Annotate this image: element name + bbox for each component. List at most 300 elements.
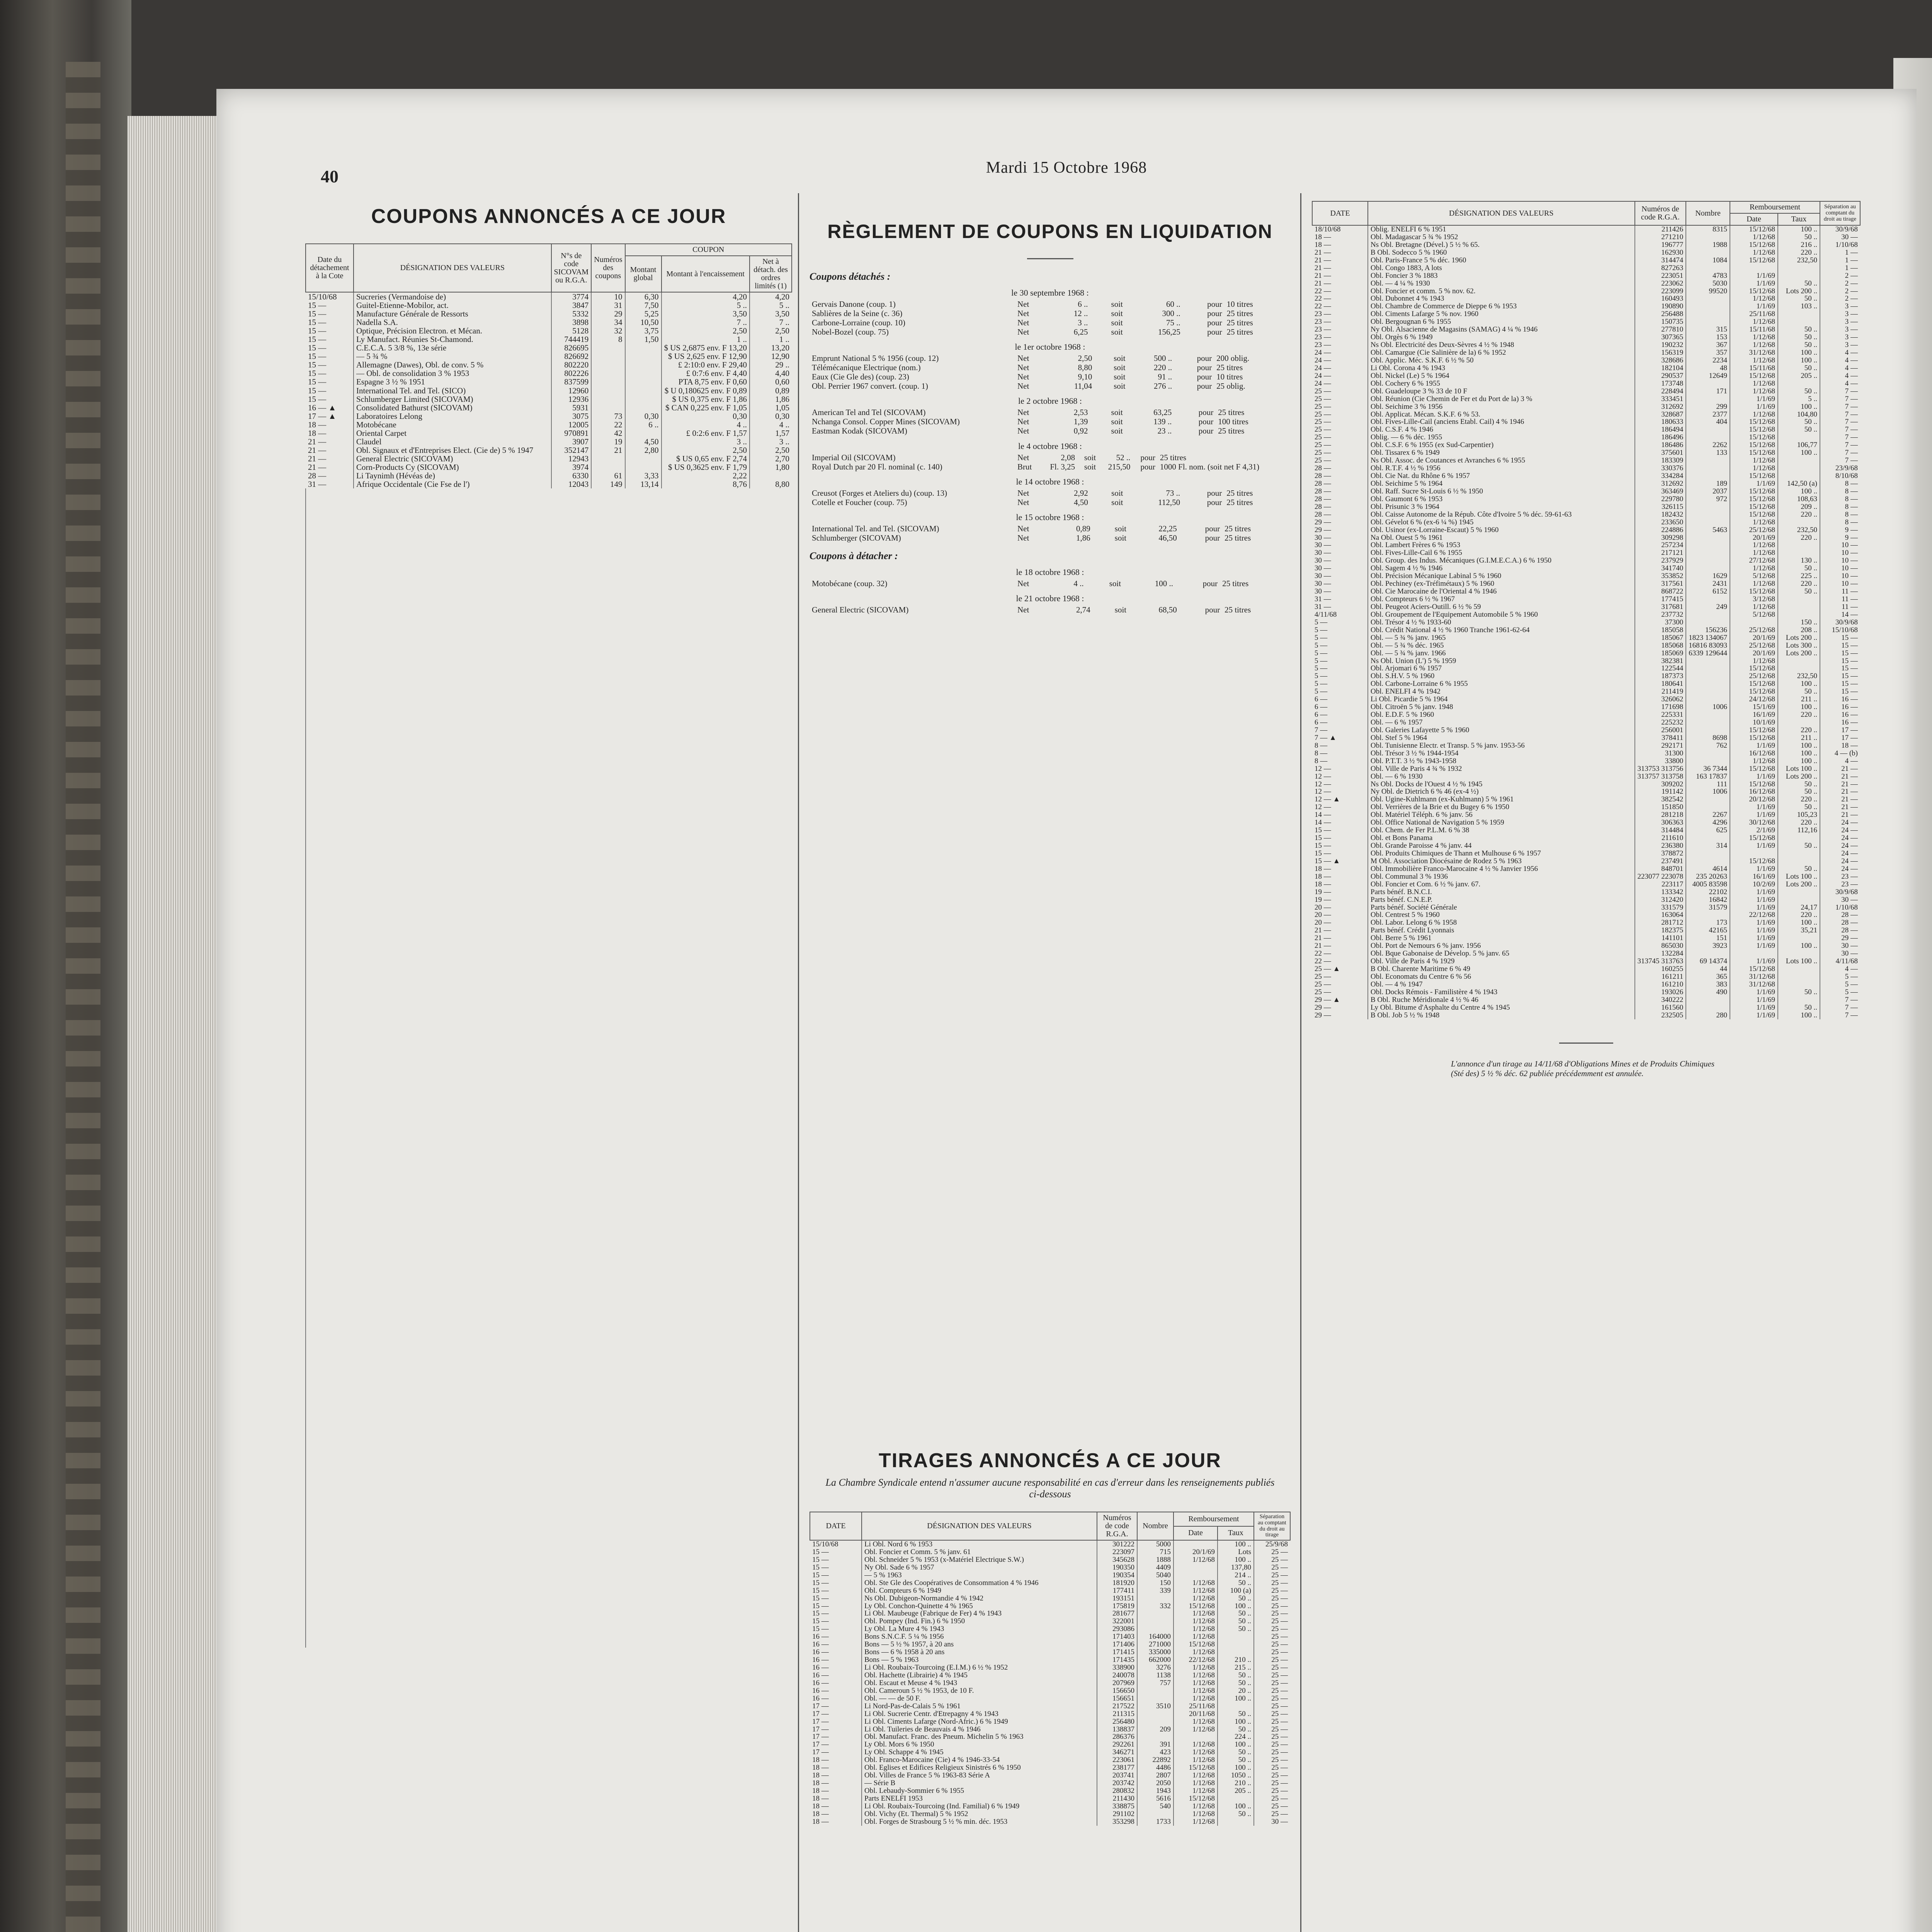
tirage-row-cell: Obl. — — de 50 F. — [862, 1695, 1097, 1702]
tirage-suite-row-cell: Obl. Bergougnan 6 % 1955 — [1368, 318, 1635, 326]
reglement-cell: 91 .. — [1158, 372, 1172, 382]
tirage-suite-row-cell: 15/12/68 — [1730, 781, 1778, 788]
tirage-row-cell — [1137, 1810, 1173, 1818]
coupon-row-cell: 8,76 — [662, 480, 750, 488]
col-net: Net à détach. des ordres limités (1) — [750, 256, 792, 292]
tirage-suite-row-cell: 4296 — [1686, 819, 1730, 827]
tirage-suite-row — [1312, 680, 1860, 688]
tirage-suite-row-cell: 7 — — [1820, 426, 1860, 434]
newspaper-page — [216, 89, 1917, 1932]
tirage-suite-row-cell: 14 — — [1315, 811, 1331, 819]
tirage-suite-row-cell: 151850 — [1635, 803, 1686, 811]
tirage-suite-row-cell: 4/11/68 — [1820, 957, 1860, 965]
tirage-row-cell — [1137, 1617, 1173, 1625]
tirage-suite-row-cell: B Obl. Ruche Méridionale 4 ½ % 46 — [1368, 996, 1635, 1004]
tirage-suite-row-cell: Obl. Foncier et comm. 5 % nov. 62. — [1368, 287, 1635, 295]
tirage-suite-row-cell: 8 — — [1820, 495, 1860, 503]
tirage-row-cell: Ly Obl. Mors 6 % 1950 — [862, 1741, 1097, 1748]
tirage-row-cell: 25 — — [1254, 1718, 1290, 1726]
tirage-row — [810, 1795, 1290, 1803]
tirage-suite-row — [1312, 781, 1860, 788]
tirage-row — [810, 1818, 1290, 1826]
tirage-suite-row-cell: 220 .. — [1778, 534, 1820, 542]
coupon-row — [306, 335, 792, 344]
reglement-cell: Net — [1017, 363, 1029, 372]
tirage-suite-row-cell: 50 .. — [1778, 803, 1820, 811]
tirage-suite-row-cell: 225232 — [1635, 719, 1686, 726]
tirage-suite-row-cell: 25 — — [1315, 988, 1331, 996]
tirage-suite-row-cell: 24 — — [1820, 842, 1860, 850]
coupon-row-cell: 4,20 — [662, 292, 750, 301]
coupon-row-cell: PTA 8,75 env. F 0,60 — [662, 378, 750, 386]
tirage-suite-row-cell — [1686, 511, 1730, 519]
tirage-suite-row-cell: 15 — — [1315, 834, 1331, 842]
tirage-suite-row-cell: 15 — — [1820, 650, 1860, 657]
tirage-suite-row-cell: 30 — — [1315, 580, 1331, 588]
tirage-suite-row-cell: 1/1/69 — [1730, 773, 1778, 781]
tirage-suite-row-cell: 16/12/68 — [1730, 788, 1778, 796]
reglement-cell: pour — [1197, 354, 1212, 363]
tirage-suite-row-cell: Obl. Citroën 5 % janv. 1948 — [1368, 703, 1635, 711]
page-edges — [128, 116, 220, 1932]
tirage-row — [810, 1587, 1290, 1595]
tirage-suite-row-cell: 31/12/68 — [1730, 349, 1778, 357]
tirage-suite-row-cell — [1778, 950, 1820, 957]
tirage-row-cell — [1218, 1702, 1254, 1710]
tirage-row-cell: 190354 — [1097, 1571, 1137, 1579]
reglement-cell: soit — [1111, 417, 1123, 427]
tirage-suite-row-cell: Obl. Bque Gabonaise de Dévelop. 5 % janv. 65 — [1368, 950, 1635, 957]
coupon-row-cell: $ US 2,625 env. F 12,90 — [662, 352, 750, 361]
tirage-suite-row-cell: Obl. — 5 ¾ % janv. 1965 — [1368, 634, 1635, 642]
coupon-row-cell: 32 — [591, 327, 625, 335]
tirage-suite-row-cell: 1/12/68 — [1730, 657, 1778, 665]
tirage-row — [810, 1741, 1290, 1748]
tirage-row-cell: 100 .. — [1218, 1602, 1254, 1610]
reglement-date: le 30 septembre 1968 : — [1011, 288, 1089, 298]
tirage-suite-row-cell: Ly Obl. Bitume d'Asphalte du Centre 4 % 1945 — [1368, 1004, 1635, 1012]
coupon-row-cell: C.E.C.A. 5 3/8 %, 13e série — [354, 344, 551, 352]
tirage-suite-row-cell: 7 — — [1820, 434, 1860, 441]
tirage-suite-row-cell: 150735 — [1635, 318, 1686, 326]
tirage-suite-row-cell: Obl. Stef 5 % 1964 — [1368, 734, 1635, 742]
tirage-suite-row — [1312, 333, 1860, 341]
tirage-row — [810, 1648, 1290, 1656]
tirage-row-cell: 25 — — [1254, 1779, 1290, 1787]
tirage-row-cell: 5616 — [1137, 1795, 1173, 1803]
tirage-row-cell: Bons — 6 % 1958 à 20 ans — [862, 1648, 1097, 1656]
tirage-suite-row-cell: 191142 — [1635, 788, 1686, 796]
tirage-suite-row-cell: 217121 — [1635, 549, 1686, 557]
coupon-row-cell: 18 — — [308, 428, 327, 438]
tirage-suite-row — [1312, 549, 1860, 557]
tirage-suite-row-cell: Obl. Applic. Méc. S.K.F. 6 ½ % 50 — [1368, 357, 1635, 364]
tirage-suite-row-cell — [1686, 303, 1730, 310]
tirage-suite-row-cell: 314 — [1686, 842, 1730, 850]
tirage-row-cell: 50 .. — [1218, 1810, 1254, 1818]
tirage-row-cell: 190350 — [1097, 1564, 1137, 1571]
tirage-suite-row-cell: Obl. Cochery 6 % 1955 — [1368, 380, 1635, 388]
tirage-row-cell: Obl. Eglises et Edifices Religieux Sinistrés 6 % 1950 — [862, 1764, 1097, 1772]
reglement-cell: pour — [1207, 497, 1222, 507]
tirage-suite-row-cell — [1686, 665, 1730, 672]
coupon-row — [306, 327, 792, 335]
tirage-row-cell: 18 — — [812, 1779, 829, 1787]
tirage-suite-row — [1312, 642, 1860, 650]
tirage-suite-row-cell: 141101 — [1635, 934, 1686, 942]
coupon-row — [306, 463, 792, 471]
tirage-suite-row — [1312, 318, 1860, 326]
tirage-row-cell: 25 — — [1254, 1695, 1290, 1702]
reglement-cell: Net — [1017, 372, 1029, 382]
tirage-row-cell: 164000 — [1137, 1633, 1173, 1641]
tirage-suite-row-cell: 25 — — [1315, 980, 1331, 988]
tirage-row-cell: 171435 — [1097, 1656, 1137, 1664]
tirage-suite-row-cell: Obl. Galeries Lafayette 5 % 1960 — [1368, 726, 1635, 734]
tirage-suite-row — [1312, 796, 1860, 803]
tirage-row-cell: 22892 — [1137, 1756, 1173, 1764]
tirage-suite-row-cell: 21 — — [1820, 803, 1860, 811]
reglement-cell: Net — [1017, 327, 1029, 337]
tirage-row — [810, 1556, 1290, 1564]
tirage-suite-row-cell: Obl. Caisse Autonome de la Répub. Côte d'Ivoire 5 % déc. 59-61-63 — [1368, 511, 1635, 519]
tirage-suite-row-cell: 25 — — [1315, 402, 1331, 411]
reglement-row — [810, 453, 1291, 462]
tirage-suite-row — [1312, 280, 1860, 287]
tirage-suite-row-cell: 1 — — [1820, 264, 1860, 272]
reglement-row — [810, 498, 1291, 507]
tirage-suite-row-cell: 100 .. — [1778, 225, 1820, 233]
reglement-cell: 2,50 — [1078, 354, 1092, 363]
tirage-suite-row-cell: 317681 — [1635, 603, 1686, 611]
tirage-suite-row-cell: 12 — — [1315, 780, 1331, 788]
coupon-row-cell: 15 — — [308, 352, 327, 361]
coupon-row-cell: 15 — — [308, 369, 327, 378]
tirage-suite-row-cell: 28 — — [1315, 495, 1331, 503]
tirage-suite-row — [1312, 626, 1860, 634]
coupon-row-cell: 29 — [591, 310, 625, 318]
coupon-row-cell: 970891 — [551, 429, 592, 437]
tirage-row-cell — [1173, 1564, 1218, 1571]
coupon-row — [306, 310, 792, 318]
tirage-suite-row-cell: 185069 — [1635, 650, 1686, 657]
tirage-suite-row — [1312, 904, 1860, 912]
tirage-suite-row-cell: 7 — — [1315, 726, 1328, 734]
coupon-row-cell: $ CAN 0,225 env. F 1,05 — [662, 403, 750, 412]
reglement-cell: 25 oblig. — [1216, 381, 1245, 391]
coupon-row-cell: 2,70 — [750, 454, 792, 463]
tirage-row-cell: 25/9/68 — [1254, 1540, 1290, 1548]
tirage-suite-row-cell: 161210 — [1635, 981, 1686, 988]
coupon-row-cell: Laboratoires Lelong — [354, 412, 551, 420]
tirage-suite-row-cell: 7 — — [1820, 449, 1860, 457]
tirage-suite-row-cell: 23 — — [1820, 881, 1860, 888]
tirage-row-cell: Obl. Lebaudy-Sommier 6 % 1955 — [862, 1787, 1097, 1795]
tirage-suite-row-cell: 30 — — [1315, 564, 1331, 573]
tirage-suite-row-cell: 15 — — [1820, 680, 1860, 688]
tirage-suite-row-cell: Obl. Port de Nemours 6 % janv. 1956 — [1368, 942, 1635, 950]
tirage-suite-row-cell: 378872 — [1635, 850, 1686, 857]
coupon-row-cell: 802226 — [551, 369, 592, 378]
reglement-cell: 11,04 — [1074, 381, 1092, 391]
tirage-suite-row-cell: Obl. — 6 % 1957 — [1368, 719, 1635, 726]
tirage-row-cell: Obl. Manufact. Franc. des Pneum. Michelin 5 % 1963 — [862, 1733, 1097, 1741]
coupon-row-cell: 12,90 — [750, 352, 792, 361]
tirage-suite-row-cell: 3 — — [1820, 318, 1860, 326]
tirage-row-cell: 1/12/68 — [1173, 1556, 1218, 1564]
tirage-suite-row-cell — [1686, 457, 1730, 464]
tirage-suite-row — [1312, 495, 1860, 503]
reglement-cell: pour — [1140, 452, 1155, 462]
tirage-suite-row-cell: 24 — — [1315, 349, 1331, 357]
tirage-suite-row-cell — [1686, 911, 1730, 919]
tirage-suite-row-cell: 50 .. — [1778, 588, 1820, 595]
suite-col-remboursement: Remboursement — [1730, 201, 1820, 213]
tirage-suite-row-cell: Obl. Paris-France 5 % déc. 1960 — [1368, 257, 1635, 264]
tirage-suite-row-cell — [1778, 472, 1820, 480]
reglement-cell: soit — [1114, 372, 1126, 382]
tirage-row-cell — [1218, 1641, 1254, 1648]
tirage-suite-row-cell: 404 — [1686, 418, 1730, 426]
tirage-suite-row-cell: Na Obl. Ouest 5 % 1961 — [1368, 534, 1635, 542]
tirage-suite-row-cell: 1/1/69 — [1730, 957, 1778, 965]
coupon-row-cell: 3907 — [551, 437, 592, 446]
tirage-suite-row-cell: 24 — — [1820, 819, 1860, 827]
tirage-suite-row-cell — [1686, 688, 1730, 696]
tirage-row-cell: 100 .. — [1218, 1803, 1254, 1810]
tirage-suite-row-cell: Obl. — 6 % 1930 — [1368, 773, 1635, 781]
tirage-suite-row-cell: 28 — — [1315, 510, 1331, 519]
tirage-suite-row-cell: 1/1/69 — [1730, 280, 1778, 287]
tirage-suite-row-cell: Obl. E.D.F. 5 % 1960 — [1368, 711, 1635, 719]
reglement-cell: soit — [1114, 524, 1127, 533]
tirage-row-cell: Parts ENELFI 1953 — [862, 1795, 1097, 1803]
tirage-suite-row-cell — [1686, 310, 1730, 318]
tirage-row-cell: 715 — [1137, 1548, 1173, 1556]
tirage-row-cell: 16 — — [812, 1694, 829, 1702]
tirage-suite-row — [1312, 665, 1860, 672]
tirage-suite-row-cell: Obl. Congo 1883, A lots — [1368, 264, 1635, 272]
reglement-cell: Motobécane (coup. 32) — [812, 578, 888, 588]
tirage-suite-row-cell: 1/1/69 — [1730, 480, 1778, 488]
reglement-cell: 8,80 — [1078, 363, 1092, 372]
tirage-suite-row-cell: 1/1/69 — [1730, 1012, 1778, 1019]
tirage-suite-row-cell — [1686, 295, 1730, 303]
reglement-cell: 25 titres — [1222, 578, 1249, 588]
reglement-cell: 200 oblig. — [1216, 354, 1250, 363]
tirage-suite-row-cell: 1/1/69 — [1730, 904, 1778, 912]
tirage-suite-row — [1312, 873, 1860, 881]
reglement-cell: 25 titres — [1226, 318, 1253, 328]
tirage-suite-row — [1312, 233, 1860, 241]
tirage-suite-row-cell — [1686, 233, 1730, 241]
tirage-suite-row — [1312, 1012, 1860, 1019]
tirage-row-cell — [1137, 1695, 1173, 1702]
coupon-row — [306, 437, 792, 446]
tirage-row-cell: 15 — — [812, 1563, 829, 1571]
coupon-row — [306, 344, 792, 352]
tirage-suite-row-cell — [1686, 696, 1730, 703]
tirage-suite-row-cell: 15/12/68 — [1730, 426, 1778, 434]
tirage-suite-row — [1312, 742, 1860, 750]
reglement-cell: Net — [1017, 524, 1029, 533]
tirage-row-cell: Obl. Hachette (Librairie) 4 % 1945 — [862, 1672, 1097, 1679]
tirage-suite-row-cell: 5 — — [1315, 664, 1328, 673]
tirage-suite-row-cell: 44 — [1686, 965, 1730, 973]
tirage-suite-row-cell: 23/9/68 — [1820, 464, 1860, 472]
tirage-suite-row-cell: 25 — ▲ — [1315, 965, 1340, 973]
tirage-suite-row — [1312, 950, 1860, 957]
tirage-suite-row-cell: Obl. Cie Nat. du Rhône 6 % 1957 — [1368, 472, 1635, 480]
tirage-suite-row-cell: Ns Obl. Union (L') 5 % 1959 — [1368, 657, 1635, 665]
tirage-row-cell: 17 — — [812, 1733, 829, 1741]
coupon-row-cell: Guitel-Etienne-Mobilor, act. — [354, 301, 551, 310]
coupon-row-cell: 10 — [591, 292, 625, 301]
tirage-suite-row-cell: Obl. Seichime 3 % 1956 — [1368, 403, 1635, 411]
tirage-suite-row — [1312, 364, 1860, 372]
tirage-row-cell: 150 — [1137, 1579, 1173, 1587]
tirage-suite-row — [1312, 711, 1860, 719]
coupon-row-cell: Espagne 3 ½ % 1951 — [354, 378, 551, 386]
tirage-row-cell: 50 .. — [1218, 1672, 1254, 1679]
tirage-suite-row-cell — [1686, 1004, 1730, 1012]
reglement-cell: Creusot (Forges et Ateliers du) (coup. 13) — [812, 488, 947, 498]
tirage-suite-row — [1312, 750, 1860, 757]
tirages-col-rdate: Date — [1173, 1526, 1218, 1541]
tirage-row — [810, 1679, 1290, 1687]
coupon-row-cell: 1 .. — [662, 335, 750, 344]
tirage-suite-row — [1312, 503, 1860, 511]
tirage-row-cell: 50 .. — [1218, 1625, 1254, 1633]
reglement-cell: soit — [1111, 426, 1123, 436]
tirage-suite-row — [1312, 257, 1860, 264]
reglement-date: le 21 octobre 1968 : — [1016, 593, 1084, 603]
tirage-suite-row-cell: 15/12/68 — [1730, 765, 1778, 773]
tirage-suite-row-cell: 220 .. — [1778, 511, 1820, 519]
tirage-suite-row-cell: Obl. Group. des Indus. Mécaniques (G.I.M.E.C.A.) 6 % 1950 — [1368, 557, 1635, 565]
tirage-row-cell: 100 (a) — [1218, 1587, 1254, 1595]
reglement-cell: pour — [1198, 417, 1214, 427]
tirage-suite-row — [1312, 326, 1860, 333]
tirage-suite-row-cell: 228494 — [1635, 388, 1686, 395]
tirage-suite-row-cell: 21 — — [1315, 942, 1331, 950]
tirage-suite-row-cell: 18 — — [1315, 233, 1331, 241]
tirage-row-cell: 25 — — [1254, 1787, 1290, 1795]
tirage-suite-row-cell: 50 .. — [1778, 781, 1820, 788]
tirage-suite-row-cell: 185067 — [1635, 634, 1686, 642]
tirage-row-cell: 18 — — [812, 1756, 829, 1764]
tirage-suite-row-cell: 237732 — [1635, 611, 1686, 619]
tirage-row-cell: 15/12/68 — [1173, 1602, 1218, 1610]
reglement-cell: pour — [1197, 363, 1212, 372]
tirage-row — [810, 1710, 1290, 1718]
reglement-row — [810, 579, 1291, 588]
coupon-row-cell: 5128 — [551, 327, 592, 335]
reglement-date: le 15 octobre 1968 : — [1016, 512, 1084, 522]
tirage-suite-row-cell: 189 — [1686, 480, 1730, 488]
reglement-cell: 9,10 — [1078, 372, 1092, 382]
coupon-row-cell: 17 — ▲ — [308, 411, 337, 421]
tirage-suite-row — [1312, 703, 1860, 711]
tirage-suite-row-cell: 15 — — [1315, 826, 1331, 835]
coupon-row-cell: 4,50 — [625, 437, 662, 446]
tirage-row-cell: 18 — — [812, 1787, 829, 1795]
coupon-row — [306, 292, 792, 301]
reglement-cell: 68,50 — [1158, 605, 1177, 614]
coupon-row-cell — [591, 454, 625, 463]
tirage-suite-row-cell: 50 .. — [1778, 388, 1820, 395]
tirage-suite-row-cell: 292171 — [1635, 742, 1686, 750]
tirage-suite-row — [1312, 634, 1860, 642]
coupon-row-cell: 2,50 — [750, 327, 792, 335]
coupon-row-cell: 31 — [591, 301, 625, 310]
coupon-row-cell — [591, 352, 625, 361]
tirage-suite-row-cell: Lots 200 .. — [1778, 650, 1820, 657]
tirage-row-cell: 301222 — [1097, 1540, 1137, 1548]
tirage-suite-row-cell: 18 — — [1820, 742, 1860, 750]
tirage-suite-row-cell: 3 — — [1820, 310, 1860, 318]
tirage-suite-row-cell: Oblig. — 6 % déc. 1955 — [1368, 434, 1635, 441]
reglement-cell: 100 .. — [1155, 578, 1173, 588]
coupon-row-cell: 837599 — [551, 378, 592, 386]
tirage-suite-row-cell: 317561 — [1635, 580, 1686, 588]
tirage-suite-row-cell: 315 — [1686, 326, 1730, 333]
tirage-suite-row-cell: 100 .. — [1778, 1012, 1820, 1019]
tirage-suite-row-cell: 1/1/69 — [1730, 811, 1778, 819]
tirage-suite-row-cell: Lots 200 .. — [1778, 881, 1820, 888]
tirage-suite-row-cell: 25 — — [1315, 972, 1331, 981]
tirage-suite-row — [1312, 572, 1860, 580]
tirage-suite-row-cell: Obl. Ville de Paris 4 % 1929 — [1368, 957, 1635, 965]
tirage-row-cell: Ly Obl. La Mure 4 % 1943 — [862, 1625, 1097, 1633]
tirage-row-cell — [1137, 1610, 1173, 1617]
tirage-suite-row-cell — [1686, 503, 1730, 511]
reglement-row — [810, 381, 1291, 391]
tirage-suite-row — [1312, 434, 1860, 441]
tirage-row-cell: 25 — — [1254, 1748, 1290, 1756]
tirage-suite-row-cell: 205 .. — [1778, 372, 1820, 380]
tirage-row-cell: 50 .. — [1218, 1756, 1254, 1764]
tirage-suite-row-cell: 12649 — [1686, 372, 1730, 380]
coupon-row-cell: 3,75 — [625, 327, 662, 335]
tirage-suite-row-cell: 16/1/69 — [1730, 873, 1778, 881]
coupon-row-cell: 5 .. — [662, 301, 750, 310]
tirage-suite-row-cell: 281218 — [1635, 811, 1686, 819]
tirage-suite-row-cell: 1/1/69 — [1730, 996, 1778, 1004]
tirage-suite-row-cell: 4 — — [1820, 965, 1860, 973]
tirage-row-cell: 25 — — [1254, 1595, 1290, 1602]
tirage-suite-row — [1312, 881, 1860, 888]
annulation-notice: L'annonce d'un tirage au 14/11/68 d'Obligations Mines et de Produits Chimiques (Sté des) 5 ½ % déc. 62 publiée précédemment est annulée. — [1451, 1059, 1714, 1078]
tirage-suite-row-cell: 232,50 — [1778, 257, 1820, 264]
reglement-cell: 23 .. — [1157, 426, 1172, 436]
coupon-row-cell: Li Taynimh (Hévéas de) — [354, 471, 551, 480]
reglement-cell: 300 .. — [1162, 309, 1180, 318]
tirage-suite-row-cell: 29 — — [1315, 518, 1331, 526]
tirage-row-cell: 25 — — [1254, 1764, 1290, 1772]
tirage-row-cell: 256480 — [1097, 1718, 1137, 1726]
tirage-row-cell: Obl. Foncier et Comm. 5 % janv. 61 — [862, 1548, 1097, 1556]
tirage-row-cell: 215 .. — [1218, 1664, 1254, 1672]
tirage-suite-row-cell: Obl. et Bons Panama — [1368, 834, 1635, 842]
tirage-suite-row-cell — [1778, 595, 1820, 603]
tirage-suite-row-cell: 23 — — [1315, 333, 1331, 342]
tirage-row-cell: Lots — [1218, 1548, 1254, 1556]
tirage-row — [810, 1764, 1290, 1772]
reglement-row — [810, 372, 1291, 381]
tirage-row — [810, 1803, 1290, 1810]
tirage-row-cell: 322001 — [1097, 1617, 1137, 1625]
